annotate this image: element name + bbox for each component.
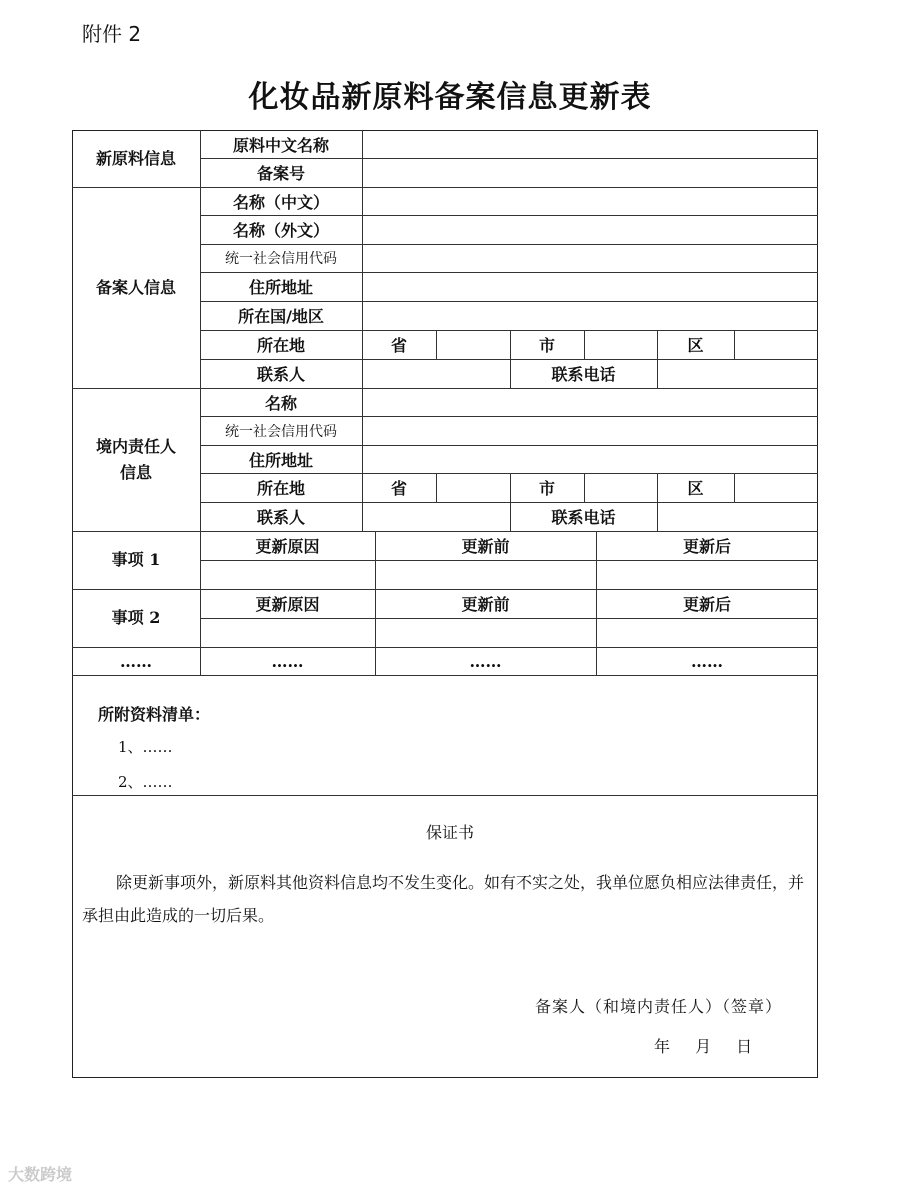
ellipsis-cell: …… (691, 651, 723, 671)
field-label-name-foreign: 名称（外文） (232, 221, 329, 240)
col-divider (436, 330, 437, 359)
date-line: 年 月 日 (654, 1037, 753, 1056)
field-label-name-cn: 名称（中文） (232, 192, 329, 212)
section-label-responsible (72, 388, 200, 531)
label-district: 区 (687, 336, 704, 355)
field-label-credit-code: 统一社会信用代码 (225, 251, 337, 267)
header-reason: 更新原因 (255, 595, 320, 614)
label-phone: 联系电话 (551, 508, 616, 527)
field-label-cn-name: 原料中文名称 (232, 135, 329, 155)
label-phone: 联系电话 (551, 365, 616, 384)
col-divider (584, 330, 585, 359)
section-label-material: 新原料信息 (95, 148, 176, 168)
ellipsis-cell: …… (271, 651, 304, 671)
label-city: 市 (538, 479, 555, 498)
col-divider (436, 473, 437, 502)
field-label-credit-code: 统一社会信用代码 (225, 423, 337, 440)
field-label-address: 住所地址 (248, 278, 313, 297)
signature-line: 备案人（和境内责任人）（签章） (535, 997, 783, 1016)
field-label-location: 所在地 (256, 336, 305, 355)
item-label-2: 事项 2 (111, 608, 161, 627)
attachments-title: 所附资料清单： (98, 705, 211, 724)
field-label-record-no: 备案号 (256, 164, 305, 183)
guarantee-text: 除更新事项外，新原料其他资料信息均不发生变化。如有不实之处，我单位愿负相应法律责任，并承担由此造成的一切后果。 (82, 873, 805, 925)
field-label-location: 所在地 (256, 479, 305, 498)
header-before: 更新前 (461, 537, 510, 556)
watermark: 大数跨境 (8, 1165, 73, 1184)
field-label-contact: 联系人 (256, 508, 305, 527)
page-title: 化妆品新原料备案信息更新表 (248, 80, 652, 115)
section-label-filer: 备案人信息 (95, 277, 176, 297)
item-label-1: 事项 1 (111, 550, 161, 569)
attachment-item: 1、…… (118, 738, 173, 756)
ellipsis-cell: …… (469, 651, 502, 671)
header-after: 更新后 (682, 595, 731, 614)
col-divider (734, 473, 735, 502)
field-label-country: 所在国/地区 (238, 307, 324, 326)
header-after: 更新后 (682, 537, 731, 556)
ellipsis-cell: …… (120, 651, 152, 671)
label-city: 市 (538, 336, 555, 355)
annex-label: 附件 2 (82, 22, 142, 46)
row-divider (72, 795, 818, 796)
col-divider (734, 330, 735, 359)
label-province: 省 (390, 336, 407, 355)
guarantee-title: 保证书 (425, 823, 474, 842)
row-divider (72, 675, 818, 676)
row-divider (200, 618, 818, 619)
header-before: 更新前 (461, 595, 510, 614)
label-district: 区 (687, 479, 704, 498)
label-province: 省 (390, 479, 407, 498)
field-label-address: 住所地址 (248, 450, 313, 470)
section-label-line: 信息 (119, 462, 152, 482)
header-reason: 更新原因 (255, 537, 320, 556)
col-divider (584, 473, 585, 502)
row-divider (200, 560, 818, 561)
section-label-line: 境内责任人 (95, 436, 176, 456)
field-label-contact: 联系人 (256, 365, 305, 384)
field-label-name: 名称 (264, 393, 297, 413)
attachment-item: 2、…… (118, 773, 173, 791)
